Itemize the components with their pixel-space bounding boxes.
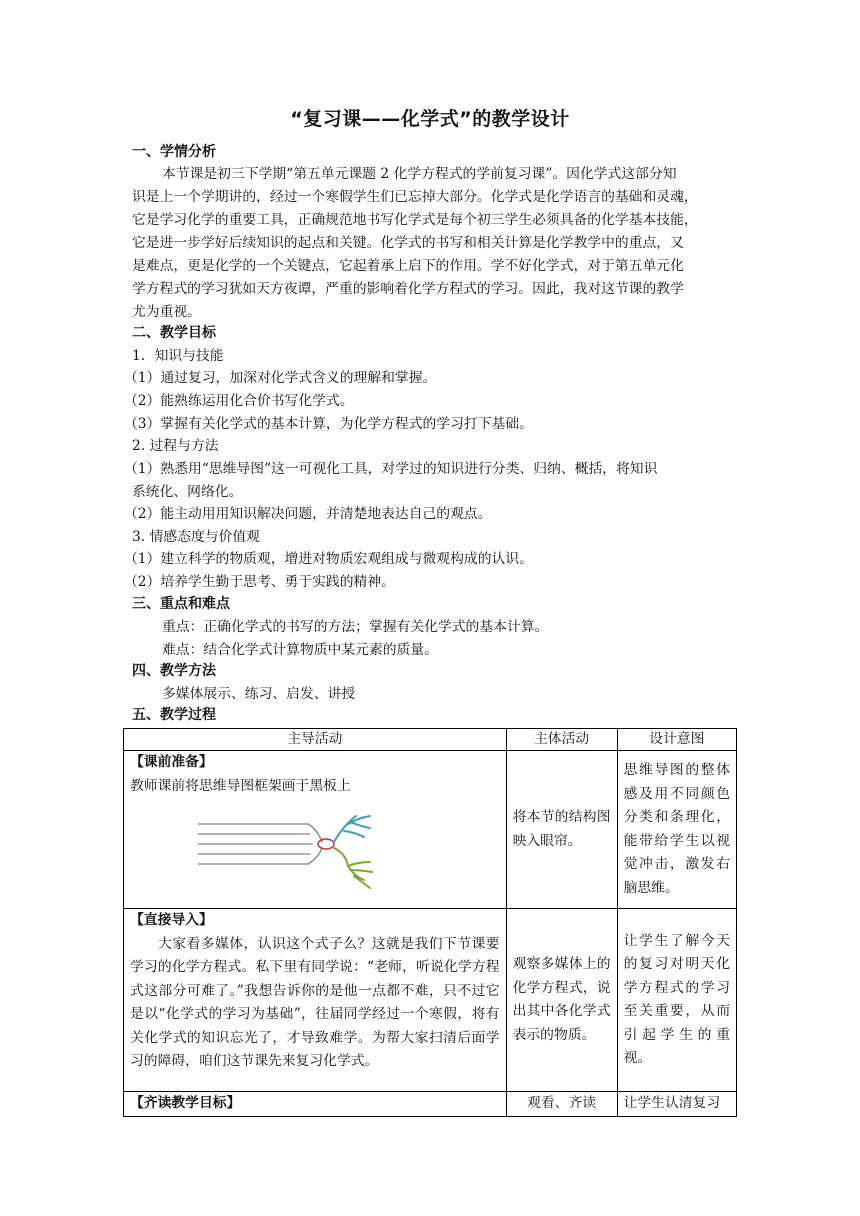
- mindmap-blue-branch: [334, 816, 370, 842]
- paragraph-line: 学方程式的学习犹如天方夜谭，严重的影响着化学方程式的学习。因此，我对这节课的教学: [132, 281, 684, 297]
- row-body: 教师课前将思维导图框架画于黑板上: [130, 777, 351, 794]
- student-activity-cell: 将本节的结构图映入眼帘。: [506, 751, 617, 909]
- objective-line: （1）熟悉用“思维导图”这一可视化工具，对学过的知识进行分类、归纳、概括，将知识: [124, 461, 658, 477]
- objective-line: 系统化、网络化。: [132, 484, 243, 500]
- section-heading-analysis: 一、学情分析: [132, 144, 216, 160]
- methods-line: 多媒体展示、练习、启发、讲授: [162, 686, 356, 702]
- document-title: “复习课——化学式”的教学设计: [290, 108, 570, 130]
- table-row: [124, 1092, 737, 1117]
- paragraph-line: 识是上一个学期讲的，经过一个寒假学生们已忘掉大部分。化学式是化学语言的基础和灵魂，: [132, 189, 698, 205]
- objective-line: （1）建立科学的物质观，增进对物质宏观组成与微观构成的认识。: [124, 551, 533, 567]
- paragraph-line: 本节课是初三下学期“第五单元课题 2 化学方程式的学前复习课”。因化学式这部分知: [162, 166, 677, 182]
- objective-line: 1．知识与技能: [132, 348, 224, 364]
- objective-line: （3）掌握有关化学式的基本计算，为化学方程式的学习打下基础。: [124, 416, 533, 432]
- section-heading-process: 五、教学过程: [132, 707, 216, 723]
- teaching-process-table: [123, 728, 737, 1117]
- paragraph-line: 是难点，更是化学的一个关键点，它起着承上启下的作用。学不好化学式，对于第五单元化: [132, 258, 684, 274]
- design-intent-cell: 思维导图的整体感及用不同颜色分类和条理化，能带给学生以视觉冲击，激发右脑思维。: [617, 751, 736, 909]
- paragraph-line: 尤为重视。: [132, 304, 201, 320]
- design-intent-cell: 让学生了解今天的复习对明天化学方程式的学习至关重要，从而引起学生的重视。: [617, 909, 736, 1092]
- row-body: 大家看多媒体，认识这个式子么？这就是我们下节课要学习的化学方程式。私下里有同学说：“老师，听说化学方程式这部分可难了。”我想告诉你的是他一点都不难，只不过它是以“化学式的学习为基础”，往届同学经过一个寒假，将有关化学式的知识忘光了，才导致难学。为帮大家扫清后面学习的障碍，咱们这节课先来复习化学式。: [130, 935, 500, 1069]
- column-header-student: 主体活动: [506, 729, 617, 751]
- section-heading-objectives: 二、教学目标: [132, 325, 216, 341]
- design-intent-cell: 让学生认清复习: [617, 1092, 736, 1117]
- mind-map-sketch: [198, 804, 378, 892]
- student-activity-cell: 观看、齐读: [506, 1092, 617, 1117]
- table-header-row: [124, 729, 737, 751]
- row-title: 【直接导入】: [130, 912, 213, 928]
- mindmap-green-branch: [334, 848, 372, 888]
- student-activity-cell: 观察多媒体上的化学方程式，说出其中各化学式表示的物质。: [506, 909, 617, 1092]
- row-title: 【课前准备】: [130, 754, 213, 770]
- paragraph-line: 它是学习化学的重要工具，正确规范地书写化学式是每个初三学生必须具备的化学基本技能，: [132, 212, 698, 228]
- keypoint-line: 重点：正确化学式的书写的方法；掌握有关化学式的基本计算。: [162, 619, 549, 635]
- paragraph-line: 它是进一步学好后续知识的起点和关键。化学式的书写和相关计算是化学教学中的重点，又: [132, 235, 684, 251]
- mindmap-center-node: [318, 839, 334, 849]
- lead-activity-cell: [124, 751, 507, 909]
- objective-line: 2. 过程与方法: [132, 438, 219, 454]
- section-heading-keypoints: 三、重点和难点: [132, 596, 230, 612]
- objective-line: 3. 情感态度与价值观: [132, 529, 260, 545]
- objective-line: （2）能熟练运用化合价书写化学式。: [124, 393, 354, 409]
- row-title: 【齐读教学目标】: [130, 1095, 241, 1111]
- objective-line: （2）能主动用用知识解决问题，并清楚地表达自己的观点。: [124, 506, 492, 522]
- table-row: [124, 909, 737, 1092]
- lead-activity-cell: [124, 909, 507, 1092]
- table-row: [124, 751, 737, 909]
- section-heading-methods: 四、教学方法: [132, 663, 216, 679]
- keypoint-line: 难点：结合化学式计算物质中某元素的质量。: [162, 642, 438, 658]
- column-header-lead: 主导活动: [124, 729, 507, 751]
- column-header-intent: 设计意图: [617, 729, 736, 751]
- lead-activity-cell: [124, 1092, 507, 1117]
- objective-line: （1）通过复习，加深对化学式含义的理解和掌握。: [124, 370, 437, 386]
- objective-line: （2）培养学生勤于思考、勇于实践的精神。: [124, 574, 395, 590]
